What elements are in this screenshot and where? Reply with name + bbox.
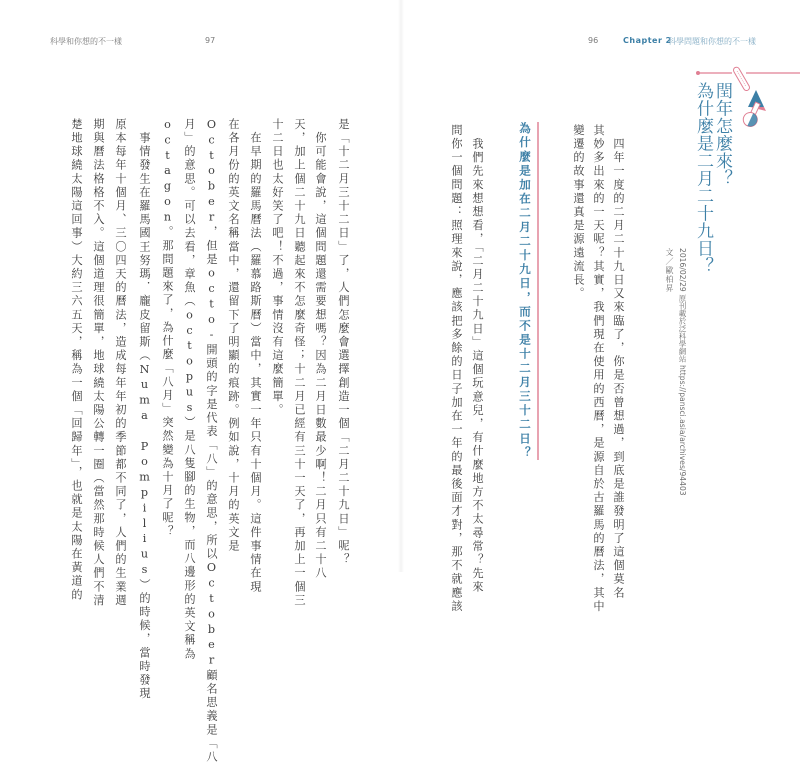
body-column: 在早期的羅馬曆法（羅慕路斯曆）當中，其實一年只有十個月。這件事情在現 [249,118,262,594]
body-column: 你可能會說，這個問題還需要想嗎？因為二月日數最少啊！二月只有二十八 [314,118,327,581]
left-page-number: 97 [205,36,216,45]
body-column: 問你一個問題：照理來說，應該把多餘的日子加在一年的最後面才對，那不就應該 [450,124,463,614]
body-column: 是「十二月三十二日」了，人們怎麼會選擇創造一個「二月二十九日」呢？ [337,118,350,567]
article-source: 2016/02/29 原刊載於泛科學網站 https://pansci.asia/archives/94403 [678,248,687,496]
body-column: 月」的意思。可以去看，章魚（octopus）是八隻腳的生物，而八邊形的英文稱為 [183,118,196,661]
chapter-label: Chapter 2 [623,36,672,45]
body-column: 十二日也太好笑了吧！不過，事情沒有這麼簡單。 [271,118,284,418]
body-column: 在各月份的英文名稱當中，還留下了明顯的痕跡。例如說，十月的英文是 [227,118,240,554]
page-gutter [398,0,404,572]
section-heading: 為什麼是加在二月二十九日，而不是十二月三十二日？ [517,122,539,460]
body-column: October，但是octo-開頭的字是代表「八」的意思，所以October顧名思義是「八 [205,118,218,764]
article-author: 文／歐柏昇 [665,248,674,293]
body-column: 天，加上個二十九日聽起來不怎麼奇怪；十二月已經有三十一天了，再加上一個三 [293,118,306,608]
article-title-line1: 閏年怎麼來？ [712,82,732,187]
body-column: octagon。那問題來了，為什麼「八月」突然變為十月了呢？ [161,118,174,539]
body-column: 四年一度的二月二十九日又來臨了，你是否曾想過，到底是誰發明了這個莫名 [612,124,625,600]
body-column: 期與曆法格格不入。這個道理很簡單，地球繞太陽公轉一圈（當然那時候人們不清 [92,118,105,608]
body-column: 我們先來想想看，「二月二十九日」這個玩意兒，有什麼地方不太尋常？先來 [471,124,484,595]
body-column: 楚地球繞太陽這回事）大約三六五天，稱為一個「回歸年」，也就是太陽在黃道的 [70,118,83,602]
article-title-line2: 為什麼是二月二十九日？ [693,82,713,275]
left-running-head: 科學和你想的不一樣 [50,37,122,46]
body-column: 其妙多出來的一天呢？其實，我們現在使用的西曆，是源自於古羅馬的曆法，其中 [592,124,605,614]
body-column: 原本每年十個月、三〇四天的曆法，造成每年年初的季節都不同了，人們的生業週 [114,118,127,608]
body-column: 變遷的故事還真是源遠流長。 [572,124,585,301]
body-column: 事情發生在羅馬國王努瑪．龐皮留斯（Numa Pompilius）的時候，當時發現 [138,118,151,701]
right-running-head: 科學問題和你想的不一樣 [668,37,756,46]
right-page-number: 96 [588,36,599,45]
